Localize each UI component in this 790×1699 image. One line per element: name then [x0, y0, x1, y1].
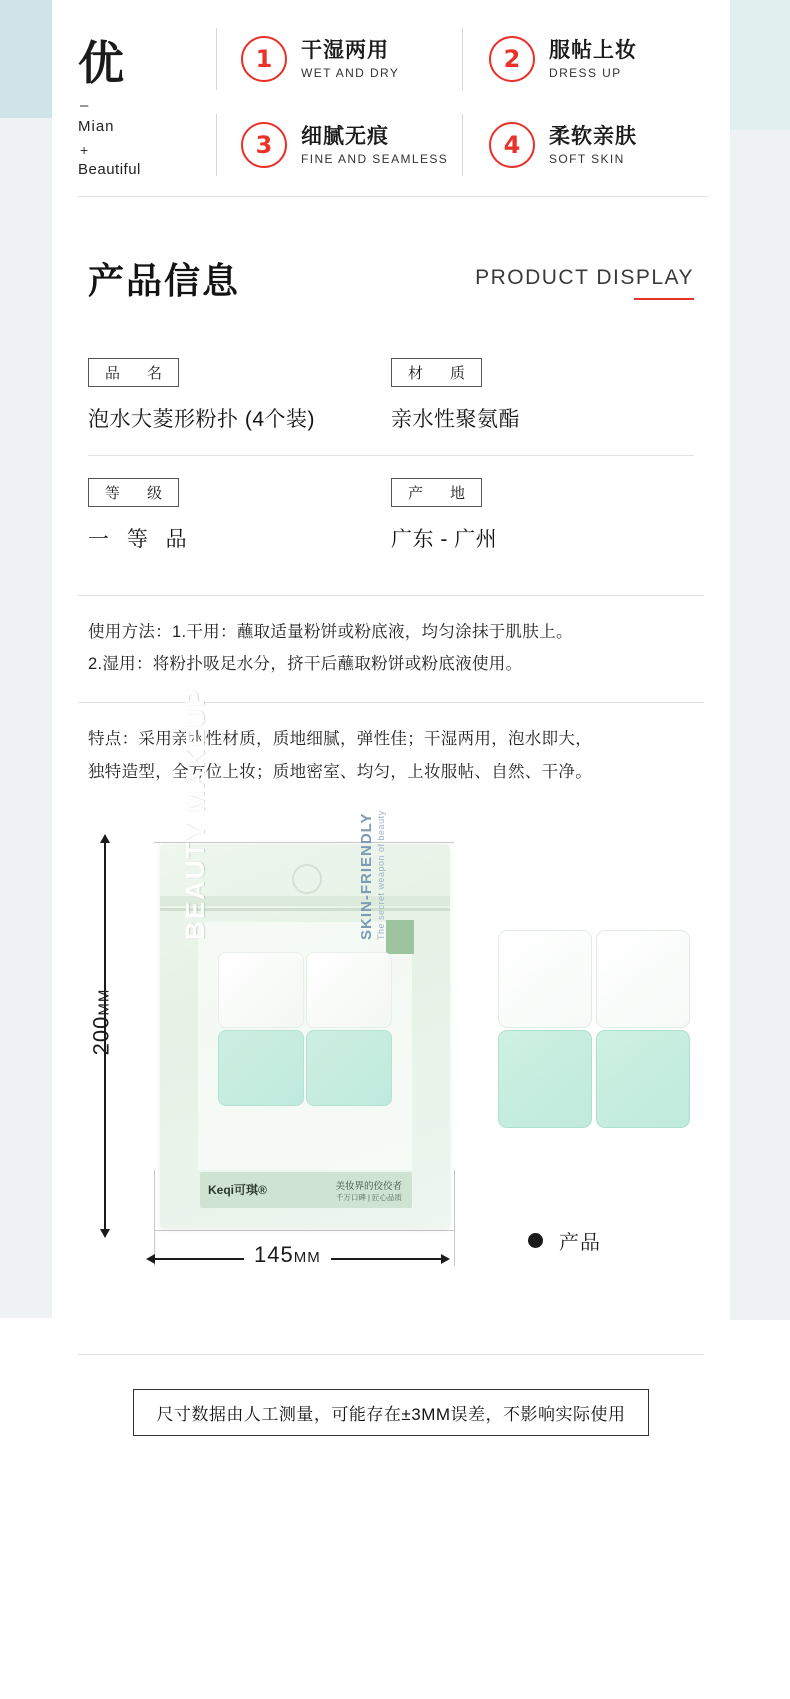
- brand-mark: [78, 28, 216, 178]
- feature-text-3: [301, 124, 448, 166]
- package-puff-1: [218, 952, 304, 1028]
- feature-title-2: 服帖上妆: [549, 38, 637, 62]
- package-hang-hole-icon: [292, 864, 322, 894]
- feature-subtitle-2: DRESS UP: [549, 66, 622, 81]
- spec-table: [78, 316, 704, 573]
- spec-divider: [88, 455, 694, 456]
- brand-en-line2: Beautiful: [78, 160, 141, 178]
- package-brand-bar: [200, 1172, 412, 1208]
- measurement-note: 尺寸数据由人工测量，可能存在±3MM误差，不影响实际使用: [133, 1389, 648, 1436]
- package-vertical-text: BEAUTY MAKEUP: [180, 687, 210, 940]
- feature-item-1: [216, 28, 462, 90]
- note-wrapper: [78, 1354, 704, 1436]
- decorative-bottom-band: [0, 1639, 790, 1699]
- decorative-side-right-upper: [730, 130, 790, 310]
- decorative-corner-top-right: [730, 0, 790, 130]
- feature-subtitle-3: FINE AND SEAMLESS: [301, 152, 449, 167]
- spec-label-name: 品 名: [88, 358, 179, 387]
- decorative-side-right-lower: [730, 310, 790, 1320]
- width-unit: MM: [293, 1248, 321, 1266]
- feature-subtitle-4: SOFT SKIN: [549, 152, 625, 167]
- spec-row-grade: [88, 478, 391, 573]
- height-unit: MM: [95, 988, 113, 1016]
- feature-text-2: [549, 38, 637, 80]
- package-brand-sub2: 千万口碑 | 匠心品质: [335, 1192, 402, 1202]
- legend-dot-icon: [528, 1233, 543, 1248]
- legend: [528, 1226, 601, 1255]
- package-skin-friendly-text: SKIN-FRIENDLY: [358, 812, 375, 940]
- brand-dash: –: [80, 97, 89, 114]
- spec-value-origin: 广东 - 广州: [391, 528, 498, 551]
- guide-line-left: [154, 1170, 155, 1266]
- feature-item-3: [216, 114, 462, 176]
- usage-block: [78, 616, 704, 680]
- height-value: 200: [88, 1015, 114, 1056]
- product-detail-page: [52, 0, 730, 1436]
- spec-label-origin: 产 地: [391, 478, 482, 507]
- features-line-2: 独特造型，全方位上妆；质地密室、均匀，上妆服帖、自然、干净。: [88, 762, 592, 781]
- title-underline: [634, 298, 694, 300]
- feature-number-3: 3: [241, 122, 287, 168]
- loose-puff-2: [596, 930, 690, 1028]
- feature-number-4: 4: [489, 122, 535, 168]
- package-puff-2: [306, 952, 392, 1028]
- spec-row-name: [88, 358, 391, 453]
- feature-number-1: 1: [241, 36, 287, 82]
- loose-puff-4: [596, 1030, 690, 1128]
- width-value: 145: [254, 1241, 294, 1267]
- page-title: 产品信息: [88, 261, 241, 302]
- guide-line-bottom: [154, 1230, 454, 1231]
- package-brand-sub: 美妆界的佼佼者: [335, 1180, 402, 1192]
- feature-text-4: [549, 124, 637, 166]
- product-puffs-image: [498, 930, 694, 1142]
- package-tab-mark: [386, 920, 414, 954]
- spec-label-material: 材 质: [391, 358, 482, 387]
- features-block: [78, 723, 704, 787]
- feature-number-2: 2: [489, 36, 535, 82]
- package-puff-4: [306, 1030, 392, 1106]
- section-subtitle: PRODUCT DISPLAY: [475, 266, 694, 289]
- package-skin-friendly-subtext: The secret weapon of beauty: [376, 810, 386, 940]
- product-info-section: [52, 197, 730, 788]
- spec-value-name: 泡水大菱形粉扑 (4个装): [88, 408, 315, 431]
- decorative-corner-top-left: [0, 0, 52, 118]
- guide-line-right: [454, 1170, 455, 1266]
- spec-label-grade: 等 级: [88, 478, 179, 507]
- features-divider: [78, 702, 704, 703]
- feature-item-2: [462, 28, 708, 90]
- feature-title-4: 柔软亲肤: [549, 124, 637, 148]
- feature-title-3: 细腻无痕: [301, 124, 389, 148]
- spec-row-origin: [391, 478, 694, 573]
- feature-bar: [78, 0, 708, 197]
- usage-line-2: 2.湿用：将粉扑吸足水分，挤干后蘸取粉饼或粉底液使用。: [88, 655, 523, 674]
- section-header: [78, 197, 704, 316]
- brand-plus: +: [80, 141, 89, 158]
- package-puff-3: [218, 1030, 304, 1106]
- loose-puff-3: [498, 1030, 592, 1128]
- usage-line-1: 使用方法：1.干用：蘸取适量粉饼或粉底液，均匀涂抹于肌肤上。: [88, 623, 573, 641]
- height-label: [88, 988, 114, 1055]
- feature-item-4: [462, 114, 708, 176]
- section-title-en-wrap: [475, 266, 694, 304]
- spec-value-grade: 一 等 品: [88, 528, 193, 551]
- brand-en-line1: Mian: [78, 118, 115, 135]
- decorative-side-left: [0, 118, 52, 1318]
- spec-row-material: [391, 358, 694, 453]
- feature-text-1: [301, 38, 399, 80]
- brand-char: 优: [78, 36, 125, 90]
- feature-title-1: 干湿两用: [301, 38, 389, 62]
- usage-divider: [78, 595, 704, 596]
- package-logo: Keqi可琪®: [208, 1182, 267, 1197]
- features-line-1: 特点：采用亲水性材质，质地细腻，弹性佳；干湿两用，泡水即大，: [88, 730, 592, 749]
- loose-puff-1: [498, 930, 592, 1028]
- feature-grid: [216, 28, 708, 176]
- width-label: [244, 1242, 331, 1268]
- spec-value-material: 亲水性聚氨酯: [391, 408, 520, 431]
- legend-label: 产品: [559, 1231, 601, 1254]
- feature-subtitle-1: WET AND DRY: [301, 66, 400, 81]
